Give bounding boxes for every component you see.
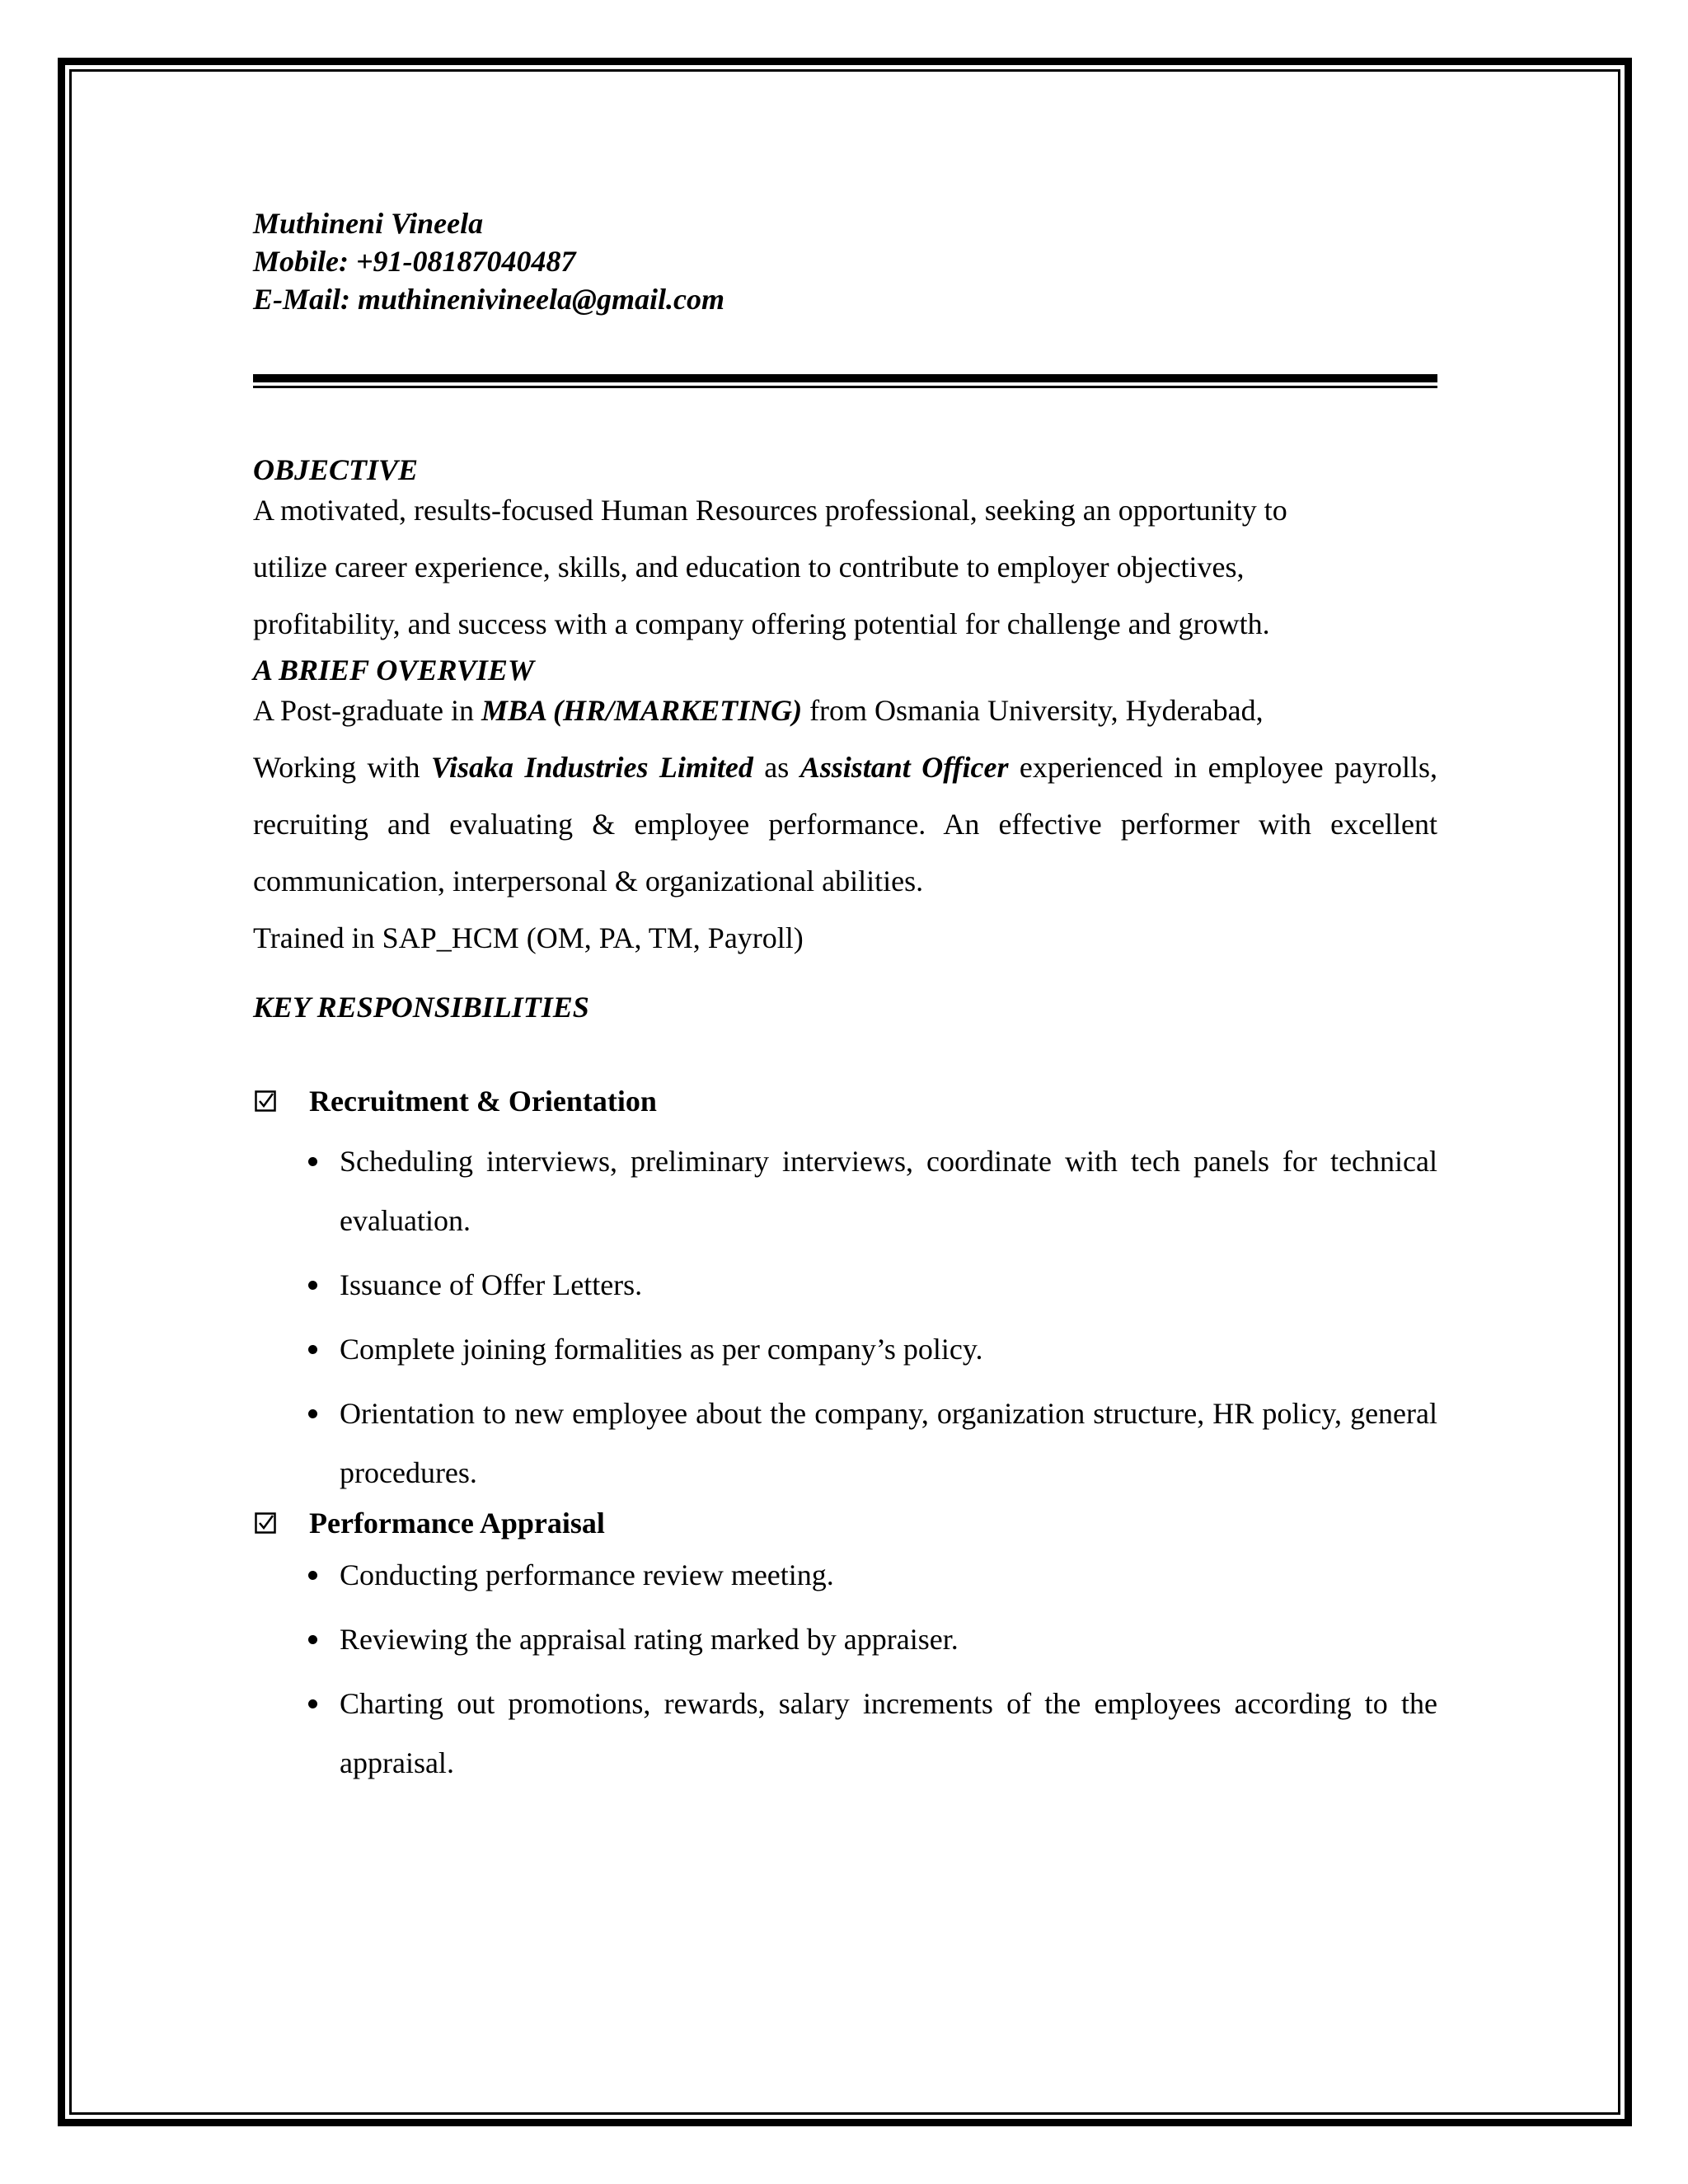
group-heading — [253, 1504, 1437, 1542]
overview-training-line: Trained in SAP_HCM (OM, PA, TM, Payroll) — [253, 921, 804, 954]
group-heading — [253, 1082, 1437, 1120]
overview-text: from Osmania University, Hyderabad, — [802, 694, 1264, 727]
degree-name: MBA (HR/MARKETING) — [481, 694, 803, 727]
header-divider-thick — [253, 374, 1437, 382]
checkbox-checked-icon — [255, 1512, 276, 1534]
list-item — [340, 1674, 1437, 1793]
mobile-number: Mobile: +91-08187040487 — [253, 245, 576, 278]
email-address: E-Mail: muthinenivineela@gmail.com — [253, 283, 724, 316]
bullet-icon — [308, 1281, 317, 1290]
company-name: Visaka Industries Limited — [430, 751, 753, 784]
candidate-name: Muthineni Vineela — [253, 207, 484, 240]
overview-text: Working with — [253, 751, 431, 784]
overview-experience-paragraph — [253, 739, 1437, 910]
list-item-text: Issuance of Offer Letters. — [340, 1268, 643, 1301]
overview-text: as — [753, 751, 800, 784]
list-item — [340, 1545, 1437, 1605]
contact-header — [253, 204, 1437, 318]
overview-text: A Post-graduate in — [253, 694, 481, 727]
header-divider-thin — [253, 386, 1437, 388]
bullet-icon — [308, 1157, 317, 1166]
overview-text: experienced in employee payrolls, recruiting and evaluating & employee performance. An effective performer with excellent communication, interpersonal & organizational abilities. — [253, 751, 1437, 898]
overview-degree-line — [253, 682, 1437, 739]
overview-title: A BRIEF OVERVIEW — [253, 654, 534, 687]
list-item-text: Complete joining formalities as per company’s policy. — [340, 1333, 983, 1366]
responsibility-group-recruitment — [253, 1082, 1437, 1502]
responsibilities-title: KEY RESPONSIBILITIES — [253, 991, 589, 1024]
responsibility-group-appraisal — [253, 1504, 1437, 1793]
list-item — [340, 1255, 1437, 1315]
bullet-icon — [308, 1699, 317, 1708]
objective-line-1: A motivated, results-focused Human Resources professional, seeking an opportunity to — [253, 494, 1287, 527]
responsibilities-section — [253, 990, 1437, 1793]
list-item-text: Reviewing the appraisal rating marked by appraiser. — [340, 1623, 959, 1656]
bullet-icon — [308, 1345, 317, 1354]
group-heading-label: Recruitment & Orientation — [309, 1085, 657, 1118]
objective-line-3: profitability, and success with a company offering potential for challenge and growth. — [253, 607, 1270, 640]
bullet-icon — [308, 1635, 317, 1644]
resume-content — [253, 204, 1437, 1793]
list-item-text: Charting out promotions, rewards, salary increments of the employees according to the appraisal. — [340, 1687, 1437, 1779]
list-item — [340, 1610, 1437, 1669]
list-item — [340, 1319, 1437, 1379]
bullet-icon — [308, 1409, 317, 1418]
objective-line-2: utilize career experience, skills, and education to contribute to employer objectives, — [253, 551, 1245, 583]
group-heading-label: Performance Appraisal — [309, 1507, 605, 1540]
bullet-icon — [308, 1571, 317, 1580]
objective-section — [253, 452, 1437, 653]
list-item-text: Orientation to new employee about the company, organization structure, HR policy, general procedures. — [340, 1397, 1437, 1489]
appraisal-list — [253, 1545, 1437, 1793]
list-item-text: Scheduling interviews, preliminary interviews, coordinate with tech panels for technical evaluation. — [340, 1145, 1437, 1237]
list-item-text: Conducting performance review meeting. — [340, 1558, 834, 1591]
list-item — [340, 1132, 1437, 1250]
list-item — [340, 1384, 1437, 1502]
recruitment-list — [253, 1132, 1437, 1502]
overview-section — [253, 653, 1437, 967]
checkbox-checked-icon — [255, 1090, 276, 1112]
job-role: Assistant Officer — [799, 751, 1009, 784]
objective-title: OBJECTIVE — [253, 453, 419, 486]
